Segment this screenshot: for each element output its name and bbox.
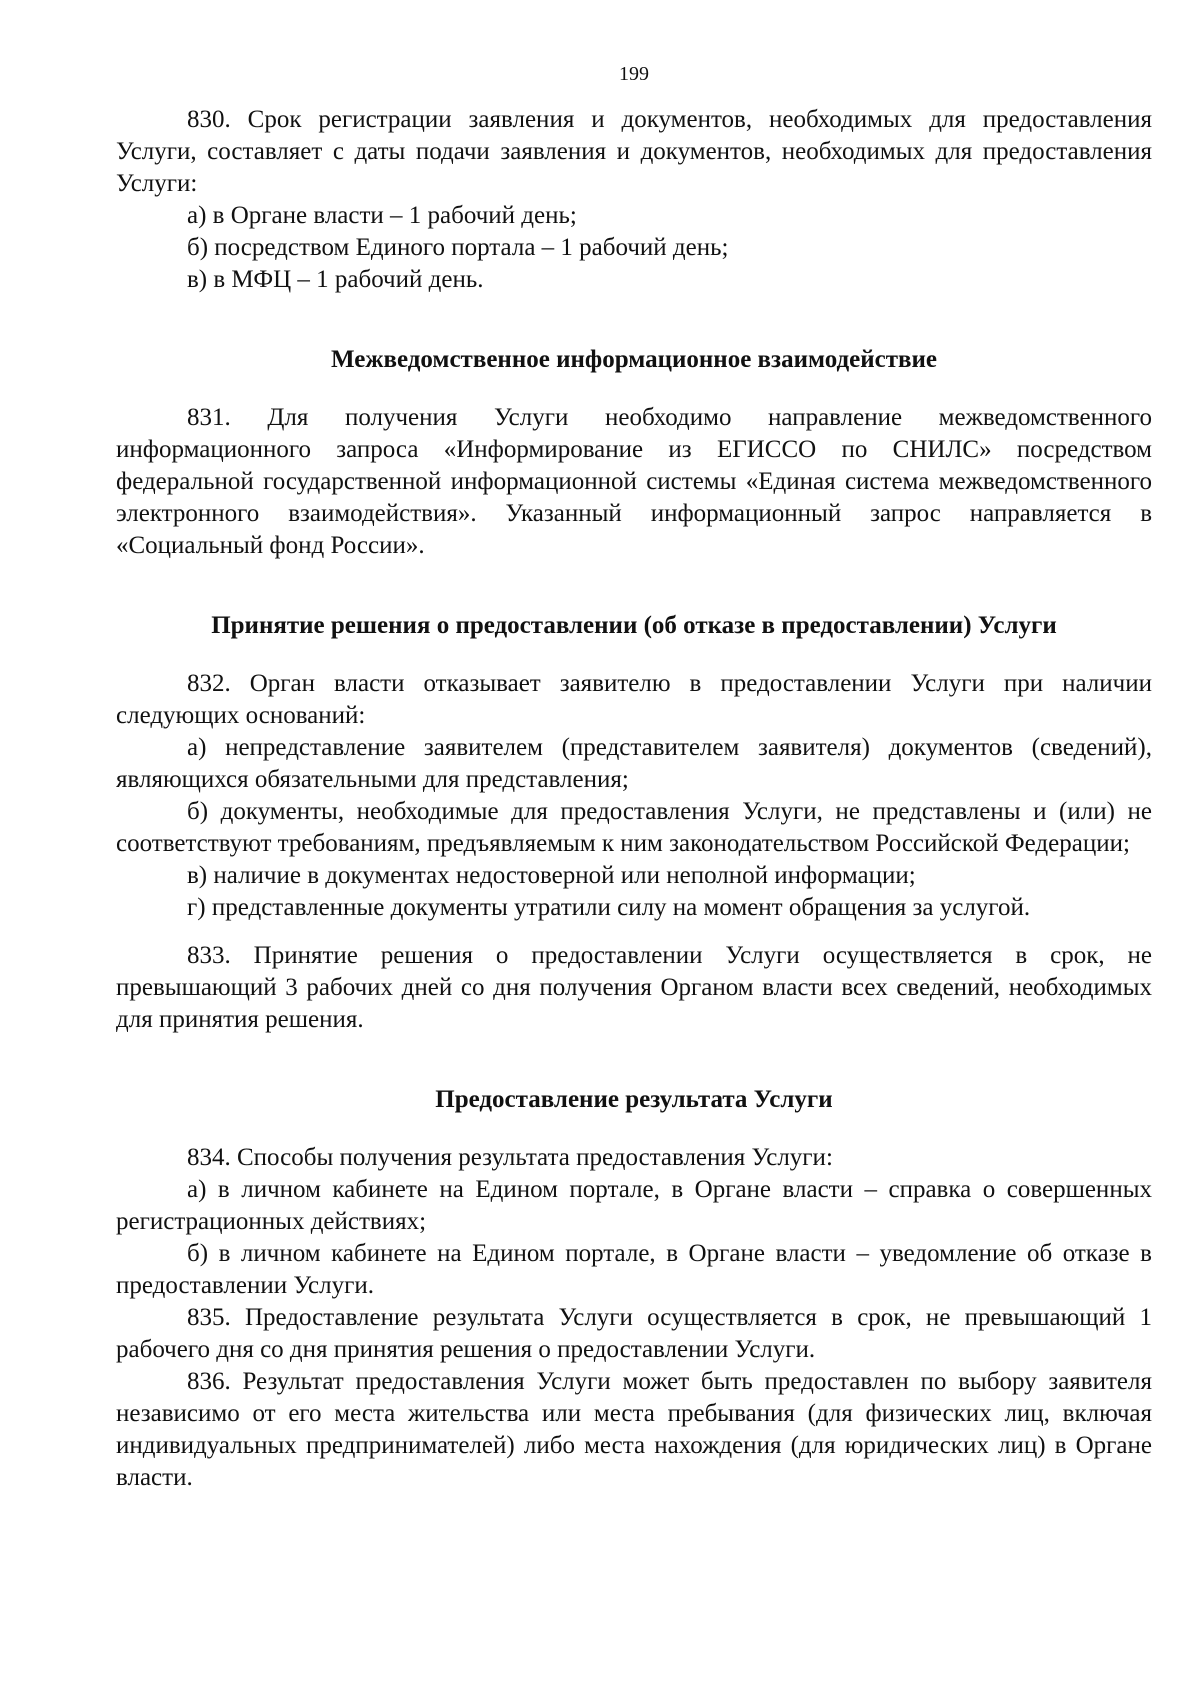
page-number: 199: [619, 63, 649, 85]
list-item-834-b: б) в личном кабинете на Едином портале, в Органе власти – уведомление об отказе в предоставлении Услуги.: [116, 1240, 1152, 1299]
list-item-830-b: б) посредством Единого портала – 1 рабочий день;: [187, 234, 729, 261]
list-item-830-a: а) в Органе власти – 1 рабочий день;: [187, 202, 577, 229]
list-item-832-d: г) представленные документы утратили силу на момент обращения за услугой.: [187, 894, 1031, 921]
paragraph-833: 833. Принятие решения о предоставлении Услуги осуществляется в срок, не превышающий 3 рабочих дней со дня получения Органом власти всех сведений, необходимых для принятия решения.: [116, 942, 1152, 1033]
paragraph-832: 832. Орган власти отказывает заявителю в предоставлении Услуги при наличии следующих оснований:: [116, 670, 1152, 729]
list-item-834-a: а) в личном кабинете на Едином портале, в Органе власти – справка о совершенных регистрационных действиях;: [116, 1176, 1152, 1235]
section-heading-interagency: Межведомственное информационное взаимодействие: [331, 346, 937, 373]
section-heading-result: Предоставление результата Услуги: [435, 1086, 833, 1113]
list-item-832-a: а) непредставление заявителем (представителем заявителя) документов (сведений), являющихся обязательными для представления;: [116, 734, 1152, 793]
list-item-832-c: в) наличие в документах недостоверной или неполной информации;: [187, 862, 916, 889]
paragraph-835: 835. Предоставление результата Услуги осуществляется в срок, не превышающий 1 рабочего дня со дня принятия решения о предоставлении Услуги.: [116, 1304, 1152, 1363]
document-page: [116, 62, 1152, 1494]
section-heading-decision: Принятие решения о предоставлении (об отказе в предоставлении) Услуги: [211, 612, 1057, 639]
paragraph-831: 831. Для получения Услуги необходимо направление межведомственного информационного запроса «Информирование из ЕГИССО по СНИЛС» посредством федеральной государственной информационной системы «Единая система межведомственного электронного взаимодействия». Указанный информационный запрос направляется в «Социальный фонд России».: [116, 404, 1152, 559]
list-item-832-b: б) документы, необходимые для предоставления Услуги, не представлены и (или) не соответствуют требованиям, предъявляемым к ним законодательством Российской Федерации;: [116, 798, 1152, 857]
paragraph-834: 834. Способы получения результата предоставления Услуги:: [187, 1144, 833, 1171]
paragraph-830: 830. Срок регистрации заявления и документов, необходимых для предоставления Услуги, составляет с даты подачи заявления и документов, необходимых для предоставления Услуги:: [116, 106, 1152, 197]
paragraph-836: 836. Результат предоставления Услуги может быть предоставлен по выбору заявителя независимо от его места жительства или места пребывания (для физических лиц, включая индивидуальных предпринимателей) либо места нахождения (для юридических лиц) в Органе власти.: [116, 1368, 1152, 1491]
list-item-830-c: в) в МФЦ – 1 рабочий день.: [187, 266, 484, 293]
